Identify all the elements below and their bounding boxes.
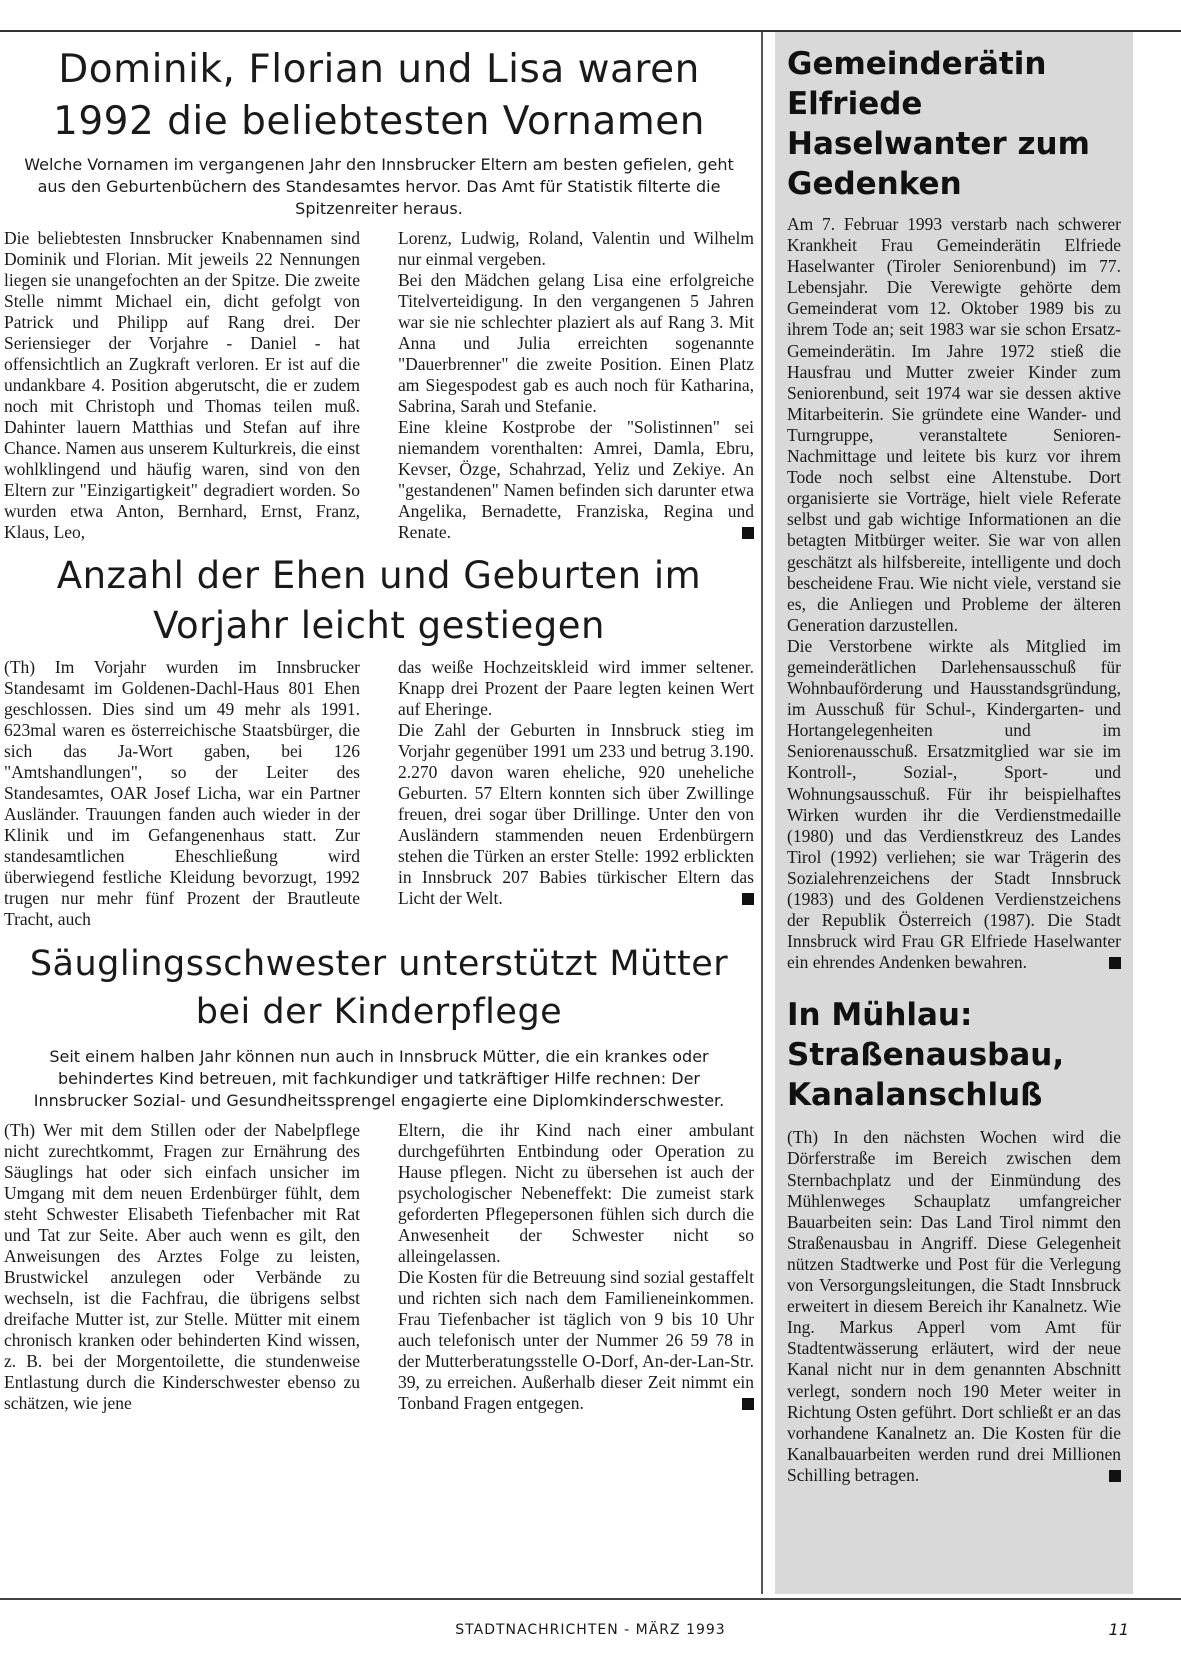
end-mark-square bbox=[742, 1398, 754, 1410]
paragraph bbox=[787, 636, 1121, 974]
paragraph-text: Die Zahl der Geburten in Innsbruck stieg im Vorjahr gegenüber 1991 um 233 und betrug 3.190. 2.270 davon waren eheliche, 920 uneheliche Geburten. 57 Eltern konnten sich über Zwillinge freuen, drei sogar über Drillinge. Unter den von Ausländern stammenden neuen Erdenbürgern stehen die Türken an erster Stelle: 1992 erblickten in Innsbruck 207 Babies türkischer Eltern das Licht der Welt. bbox=[398, 720, 754, 908]
article-body bbox=[4, 228, 754, 543]
article-headline: Dominik, Florian und Lisa waren 1992 die beliebtesten Vornamen bbox=[53, 47, 705, 144]
article-lead: Seit einem halben Jahr können nun auch in Innsbruck Mütter, die ein krankes oder behindertes Kind betreuen, mit fachkundiger und tatkräftiger Hilfe rechnen: Der Innsbrucker Sozial- und Gesundheitssprengel engagierte eine Diplomkinderschwester. bbox=[33, 1047, 725, 1110]
end-mark-square bbox=[1109, 1470, 1121, 1482]
paragraph: (Th) Wer mit dem Stillen oder der Nabelpflege nicht zurechtkommt, Fragen zur Ernährung des Säuglings hat oder sich einfach unsicher im Umgang mit dem neuen Erdenbürger fühlt, dem steht Schwester Elisabeth Tiefenbacher mit Rat und Tat zur Seite. Aber auch wenn es gilt, den Anweisungen des Arztes Folge zu leisten, Brustwickel anzulegen oder Verbände zu wechseln, ist die Fachfrau, die übrigens selbst dreifache Mutter ist, zur Stelle. Mütter mit einem chronisch kranken oder behinderten Kind wissen, z. B. bei der Morgentoilette, die stundenweise Entlastung durch die Kinderschwester ebenso zu schätzen, wie jene bbox=[4, 1120, 360, 1413]
paragraph-text: Die Verstorbene wirkte als Mitglied im gemeinderätlichen Darlehensausschuß für Wohnbauförderung und Hausstandsgründung, im Ausschuß für Schul-, Kindergarten- und Hortangelegenheiten und im Seniorenausschuß. Ersatzmitglied war sie im Kontroll-, Sozial-, Sport- und Wohnungsausschuß. Für ihr beispielhaftes Wirken wurden ihr die Verdienstmedaille (1980) und das Verdienstkreuz des Landes Tirol (1992) verliehen; sie war Trägerin des Sozialehrenzeichens der Stadt Innsbruck (1983) und des Goldenen Verdienstzeichens der Republik Österreich (1987). Die Stadt Innsbruck wird Frau GR Elfriede Haselwanter ein ehrendes Andenken bewahren. bbox=[787, 635, 1121, 973]
paragraph: Eltern, die ihr Kind nach einer ambulant durchgeführten Entbindung oder Operation zu Hause pflegen. Nicht zu übersehen ist auch der psychologischer Nebeneffekt: Die zumeist stark geforderten Pflegepersonen fühlen sich durch die Anwesenheit der Schwester nicht so alleingelassen. bbox=[398, 1120, 754, 1266]
sidebar-body bbox=[787, 1127, 1121, 1486]
paragraph: (Th) Im Vorjahr wurden im Innsbrucker Standesamt im Goldenen-Dachl-Haus 801 Ehen geschlossen. Dies sind um 49 mehr als 1991. 623mal waren es österreichische Staatsbürger, die sich das Ja-Wort gaben, bei 126 "Amtshandlungen", so der Leiter des Standesamtes, OAR Josef Licha, war ein Partner Ausländer. Trauungen fanden auch wieder in der Klinik und im Gefangenenhaus statt. Zur standesamtlichen Eheschließung wird überwiegend festliche Kleidung bevorzugt, 1992 trugen nur mehr fünf Prozent der Brautleute Tracht, auch bbox=[4, 657, 360, 929]
article-ehen-geburten bbox=[4, 543, 754, 930]
sidebar-article-muehlau bbox=[787, 973, 1121, 1486]
sidebar-body bbox=[787, 214, 1121, 973]
end-mark-square bbox=[1109, 957, 1121, 969]
paragraph bbox=[398, 720, 754, 909]
paragraph bbox=[398, 417, 754, 543]
article-column-right bbox=[398, 1120, 754, 1414]
sidebar bbox=[775, 32, 1133, 1594]
article-saeuglingsschwester bbox=[4, 930, 754, 1414]
paragraph bbox=[787, 1127, 1121, 1486]
paragraph-text: Eine kleine Kostprobe der "Solistinnen" sei niemandem vorenthalten: Amrei, Damla, Ebru, Kevser, Özge, Schahrzad, Yeliz und Zekiye. An "gestandenen" Namen befinden sich darunter etwa Angelika, Bernadette, Franziska, Regina und Renate. bbox=[398, 417, 754, 542]
main-column bbox=[4, 32, 754, 1414]
article-headline: Anzahl der Ehen und Geburten im Vorjahr leicht gestiegen bbox=[56, 554, 702, 647]
paragraph: Lorenz, Ludwig, Roland, Valentin und Wilhelm nur einmal vergeben. bbox=[398, 228, 754, 269]
footer-publication: STADTNACHRICHTEN - MÄRZ 1993 bbox=[455, 1622, 726, 1638]
footer-rule bbox=[0, 1598, 1181, 1600]
page-number: 11 bbox=[1108, 1620, 1129, 1639]
article-body bbox=[4, 657, 754, 930]
paragraph-text: Die Kosten für die Betreuung sind sozial gestaffelt und richten sich nach dem Familieneinkommen. Frau Tiefenbacher ist täglich von 9 bis 10 Uhr auch telefonisch unter der Nummer 26 59 78 in der Mutterberatungsstelle O-Dorf, An-der-Lan-Str. 39, zu erreichen. Außerhalb dieser Zeit nimmt ein Tonband Fragen entgegen. bbox=[398, 1267, 754, 1413]
paragraph: das weiße Hochzeitskleid wird immer seltener. Knapp drei Prozent der Paare legten keinen Wert auf Eheringe. bbox=[398, 657, 754, 719]
sidebar-article-haselwanter bbox=[787, 32, 1121, 973]
article-column-left bbox=[4, 228, 360, 543]
end-mark-square bbox=[742, 893, 754, 905]
end-mark-square bbox=[742, 527, 754, 539]
article-headline: Säuglingsschwester unterstützt Mütter bei der Kinderpflege bbox=[29, 944, 729, 1032]
sidebar-headline: In Mühlau: Straßenausbau, Kanalanschluß bbox=[787, 997, 1065, 1114]
article-column-left bbox=[4, 657, 360, 930]
paragraph bbox=[398, 1267, 754, 1414]
column-divider bbox=[761, 32, 763, 1594]
sidebar-headline: Gemeinderätin Elfriede Haselwanter zum Gedenken bbox=[787, 46, 1090, 202]
article-lead: Welche Vornamen im vergangenen Jahr den Innsbrucker Eltern am besten gefielen, geht aus den Geburtenbüchern des Standesamtes hervor. Das Amt für Statistik filterte die Spitzenreiter heraus. bbox=[24, 155, 734, 218]
article-column-right bbox=[398, 657, 754, 930]
article-body bbox=[4, 1120, 754, 1414]
paragraph-text: (Th) In den nächsten Wochen wird die Dörferstraße im Bereich zwischen dem Sternbachplatz und der Einmündung des Mühlenweges Schauplatz umfangreicher Bauarbeiten sein: Das Land Tirol nimmt den Straßenausbau in Angriff. Diese Gelegenheit nützen Stadtwerke und Post für die Verlegung von Versorgungsleitungen, die Stadt Innsbruck erweitert in diesem Bereich ihr Kanalnetz. Wie Ing. Markus Apperl vom Amt für Stadtentwässerung erläutert, wird der neue Kanal nicht nur in dem genannten Abschnitt verlegt, sondern noch 190 Meter weiter in Richtung Osten geführt. Dort schließt er an das vorhandene Kanalnetz an. Die Kosten für die Kanalbauarbeiten werden rund drei Millionen Schilling betragen. bbox=[787, 1127, 1121, 1485]
paragraph: Bei den Mädchen gelang Lisa eine erfolgreiche Titelverteidigung. In den vergangenen 5 Jahren war sie nie schlechter plaziert als auf Rang 3. Mit Anna und Julia erreichten sogenannte "Dauerbrenner" die zweite Position. Einen Platz am Siegespodest gab es auch noch für Katharina, Sabrina, Sarah und Stefanie. bbox=[398, 270, 754, 416]
article-vornamen bbox=[4, 32, 754, 543]
article-column-right bbox=[398, 228, 754, 543]
paragraph: Am 7. Februar 1993 verstarb nach schwerer Krankheit Frau Gemeinderätin Elfriede Haselwanter (Tiroler Seniorenbund) im 77. Lebensjahr. Die Verewigte gehörte dem Gemeinderat vom 12. Oktober 1989 bis zu ihrem Tode an; seit 1983 war sie schon Ersatz-Gemeinderätin. Im Jahre 1972 stieß die Hausfrau und Mutter zweier Kinder zum Seniorenbund, seit 1974 war sie dessen aktive Mitarbeiterin. Sie gründete eine Wander- und Turngruppe, veranstaltete Senioren-Nachmittage und leitete bis kurz vor ihrem Tode noch selbst eine Altenstube. Dort organisierte sie Vorträge, hielt viele Referate selbst und gab wichtige Informationen an die betagten Mitbürger weiter. Sie war von allen geschätzt als hilfsbereite, intelligente und doch bescheidene Frau. Wie nicht viele, verstand sie es, die Anliegen und Probleme der älteren Generation darzustellen. bbox=[787, 214, 1121, 635]
article-column-left bbox=[4, 1120, 360, 1414]
paragraph: Die beliebtesten Innsbrucker Knabennamen sind Dominik und Florian. Mit jeweils 22 Nennungen liegen sie unangefochten an der Spitze. Die zweite Stelle nimmt Michael ein, dicht gefolgt von Patrick und Philipp auf Rang drei. Der Seriensieger der Vorjahre - Daniel - hat offensichtlich an Zugkraft verloren. Er ist auf die undankbare 4. Position abgerutscht, die er zudem noch mit Christoph und Thomas teilen muß. Dahinter lauern Matthias und Stefan auf ihre Chance. Namen aus unserem Kulturkreis, die einst wohlklingend und häufig waren, sind von den Eltern zur "Einzigartigkeit" degradiert worden. So wurden etwa Anton, Bernhard, Ernst, Franz, Klaus, Leo, bbox=[4, 228, 360, 542]
